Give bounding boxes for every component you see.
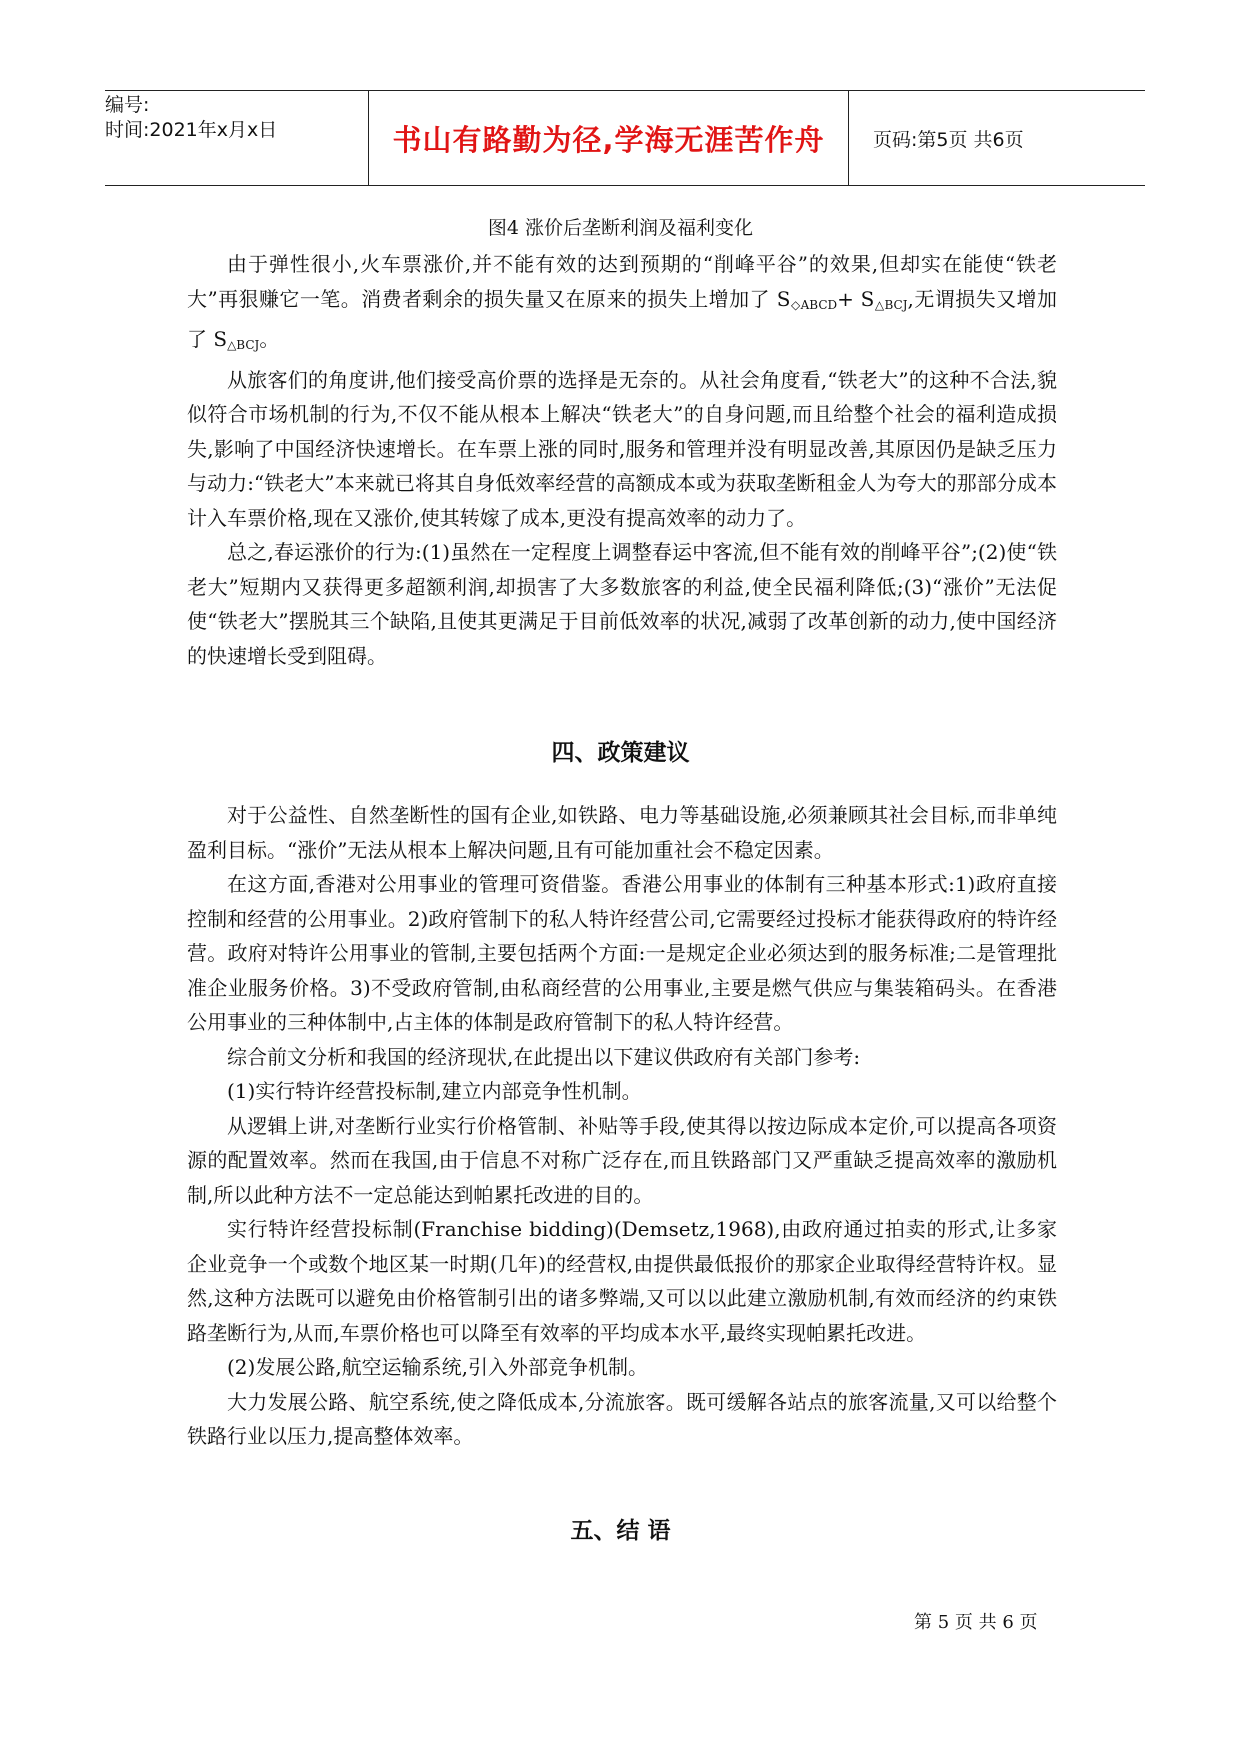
page-label: 页码:第5页 共6页 — [873, 128, 1024, 151]
paragraph: 从逻辑上讲,对垄断行业实行价格管制、补贴等手段,使其得以按边际成本定价,可以提高各项资源的配置效率。然而在我国,由于信息不对称广泛存在,而且铁路部门又严重缺乏提高效率的激励机制,所以此种方法不一定总能达到帕累托改进的目的。 — [187, 1113, 1057, 1207]
paragraph: 大力发展公路、航空系统,使之降低成本,分流旅客。既可缓解各站点的旅客流量,又可以给整个铁路行业以压力,提高整体效率。 — [187, 1389, 1057, 1448]
header-meta — [105, 91, 369, 185]
section1-body — [187, 247, 1057, 673]
figure-caption: 图4 涨价后垄断利润及福利变化 — [487, 217, 754, 239]
paragraph: 总之,春运涨价的行为:(1)虽然在一定程度上调整春运中客流,但不能有效的削峰平谷”;(2)使“铁老大”短期内又获得更多超额利润,却损害了大多数旅客的利益,使全民福利降低;(3)“涨价”无法促使“铁老大”摆脱其三个缺陷,且使其更满足于目前低效率的状况,减弱了改革创新的动力,使中国经济的快速增长受到阻碍。 — [187, 540, 1057, 668]
time-label: 时间:2021年x月x日 — [105, 119, 278, 141]
serial-label: 编号: — [105, 94, 150, 116]
page-footer: 第 5 页 共 6 页 — [914, 1612, 1038, 1633]
section4-body — [187, 798, 1057, 1454]
paragraph: 从旅客们的角度讲,他们接受高价票的选择是无奈的。从社会角度看,“铁老大”的这种不合法,貌似符合市场机制的行为,不仅不能从根本上解决“铁老大”的自身问题,而且给整个社会的福利造成损失,影响了中国经济快速增长。在车票上涨的同时,服务和管理并没有明显改善,其原因仍是缺乏压力与动力:“铁老大”本来就已将其自身低效率经营的高额成本或为获取垄断租金人为夸大的那部分成本计入车票价格,现在又涨价,使其转嫁了成本,更没有提高效率的动力了。 — [187, 367, 1057, 530]
paragraph: 由于弹性很小,火车票涨价,并不能有效的达到预期的“削峰平谷”的效果,但却实在能使“铁老大”再狠赚它一笔。消费者剩余的损失量又在原来的损失上增加了 $S_{◇ABCD}+ S_{\triangle BCJ}$,无谓损失又增加了 $S_{\triangle BCJ}$。 — [187, 252, 1057, 352]
paragraph: 实行特许经营投标制(Franchise bidding)(Demsetz,1968),由政府通过拍卖的形式,让多家企业竞争一个或数个地区某一时期(几年)的经营权,由提供最低报价的那家企业取得经营特许权。显然,这种方法既可以避免由价格管制引出的诸多弊端,又可以以此建立激励机制,有效而经济的约束铁路垄断行为,从而,车票价格也可以降至有效率的平均成本水平,最终实现帕累托改进。 — [187, 1217, 1057, 1345]
page-header — [105, 90, 1145, 186]
section-heading: 四、政策建议 — [551, 740, 690, 766]
paragraph: 综合前文分析和我国的经济现状,在此提出以下建议供政府有关部门参考: — [227, 1044, 861, 1069]
paragraph: 在这方面,香港对公用事业的管理可资借鉴。香港公用事业的体制有三种基本形式:1)政府直接控制和经营的公用事业。2)政府管制下的私人特许经营公司,它需要经过投标才能获得政府的特许经营。政府对特许公用事业的管制,主要包括两个方面:一是规定企业必须达到的服务标准;二是管理批准企业服务价格。3)不受政府管制,由私商经营的公用事业,主要是燃气供应与集装箱码头。在香港公用事业的三种体制中,占主体的体制是政府管制下的私人特许经营。 — [187, 872, 1057, 1034]
header-motto-cell — [369, 91, 849, 185]
paragraph: (2)发展公路,航空运输系统,引入外部竞争机制。 — [227, 1355, 649, 1379]
header-page-cell — [849, 91, 1145, 185]
paragraph: 对于公益性、自然垄断性的国有企业,如铁路、电力等基础设施,必须兼顾其社会目标,而非单纯盈利目标。“涨价”无法从根本上解决问题,且有可能加重社会不稳定因素。 — [187, 803, 1057, 862]
paragraph: (1)实行特许经营投标制,建立内部竞争性机制。 — [227, 1079, 642, 1103]
motto: 书山有路勤为径,学海无涯苦作舟 — [392, 122, 825, 157]
section-heading: 五、结 语 — [570, 1518, 671, 1544]
